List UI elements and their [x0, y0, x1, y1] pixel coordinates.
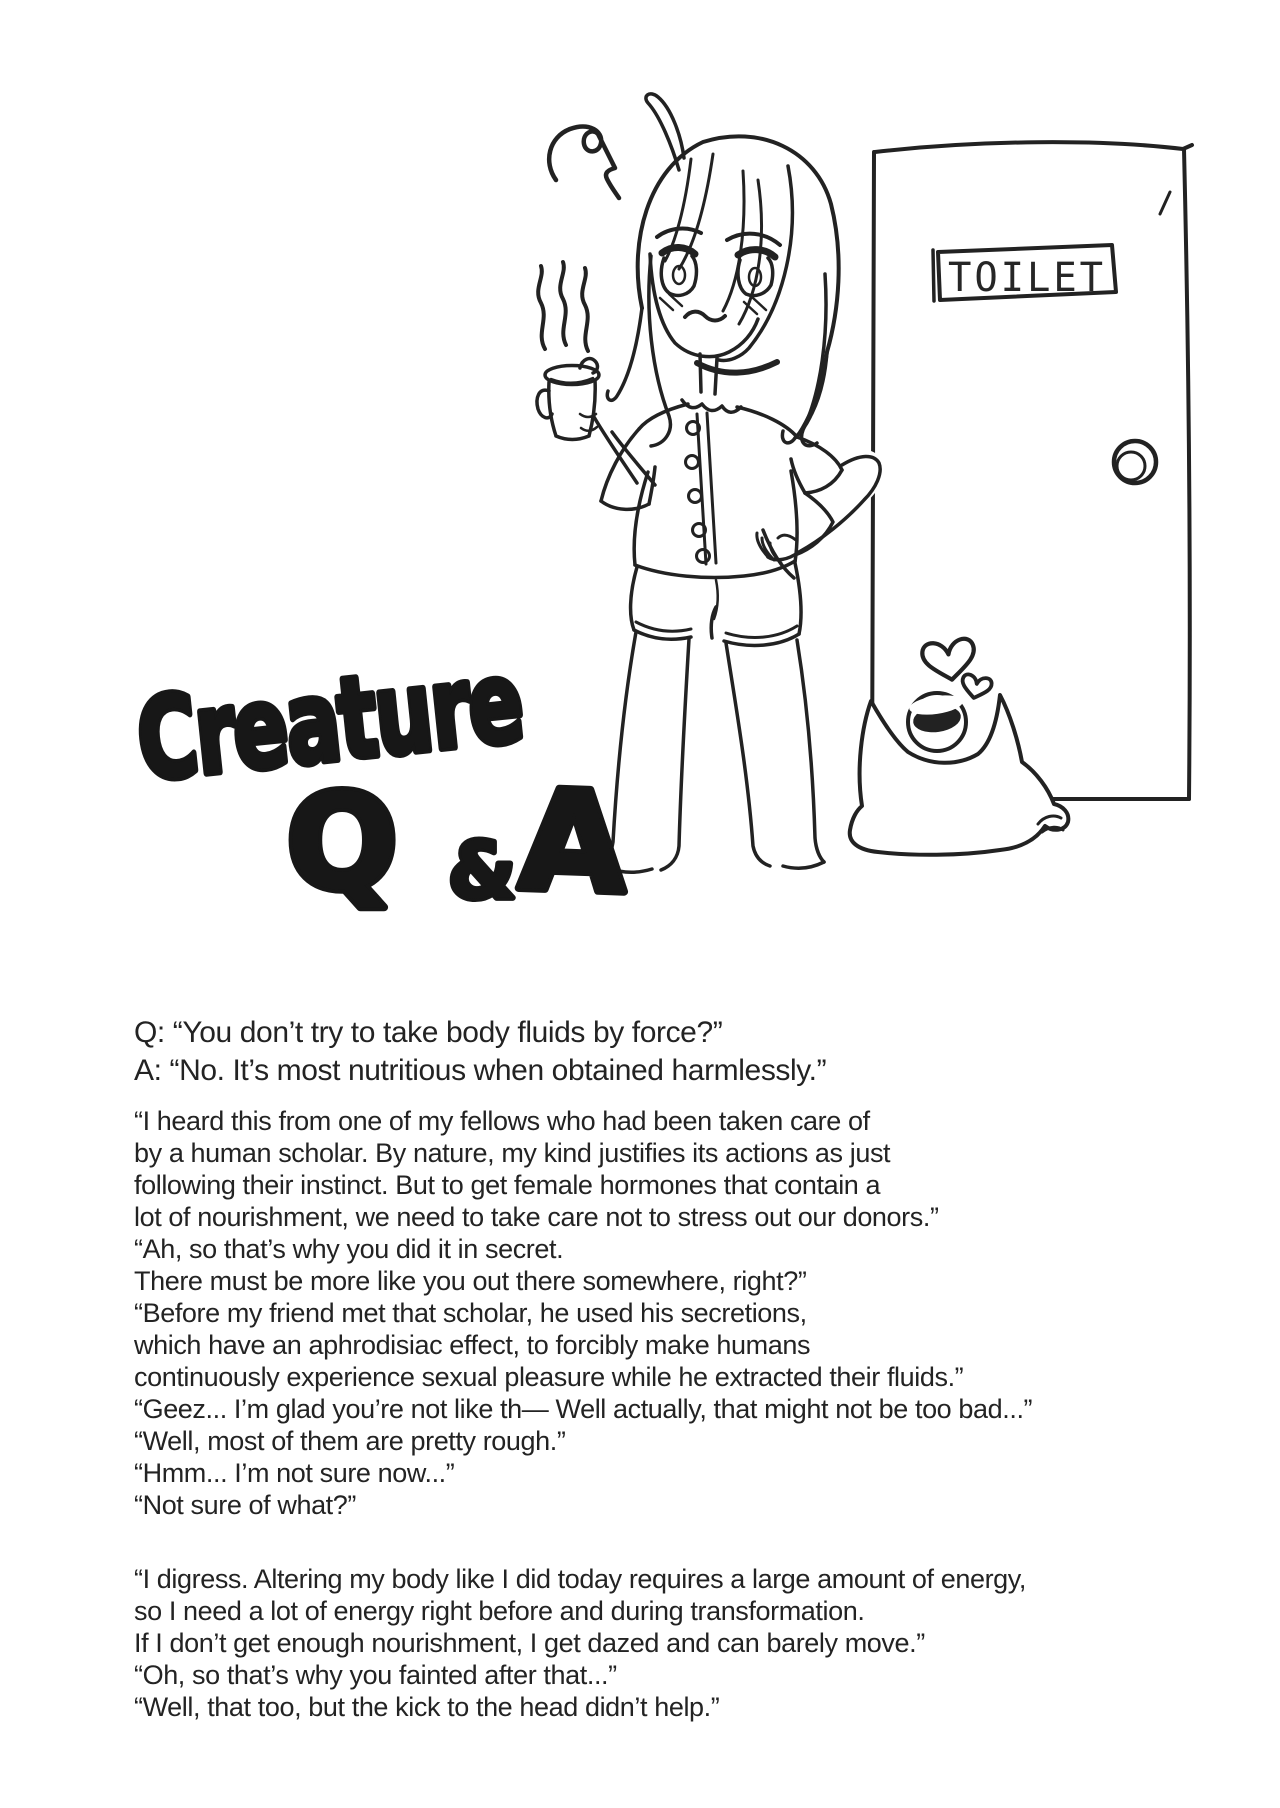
dialogue-line: “Not sure of what?”: [134, 1490, 356, 1520]
dialogue-line: “I heard this from one of my fellows who had been taken care of: [134, 1106, 870, 1136]
button-placket: [697, 413, 716, 564]
girl-face: [650, 228, 780, 372]
door-accent-stroke: [1160, 192, 1170, 214]
right-eyebrow: [727, 234, 780, 245]
dialogue-line: “Well, most of them are pretty rough.”: [134, 1426, 566, 1456]
dialogue-line: following their instinct. But to get female hormones that contain a: [134, 1170, 881, 1200]
heart-icon-small: [959, 673, 992, 701]
dialogue-line: continuously experience sexual pleasure while he extracted their fluids.”: [134, 1362, 964, 1392]
legs-and-feet: [608, 632, 824, 872]
dialogue-line: which have an aphrodisiac effect, to forcibly make humans: [134, 1330, 811, 1360]
girl-hair: [607, 94, 838, 446]
dialogue-line: so I need a lot of energy right before and during transformation.: [134, 1596, 865, 1626]
dialogue-line: There must be more like you out there somewhere, right?”: [134, 1266, 807, 1296]
dialogue-line: “Well, that too, but the kick to the head didn’t help.”: [134, 1692, 720, 1722]
steam-icon: [538, 266, 545, 349]
toilet-sign-label: TOILET: [948, 255, 1106, 301]
dialogue-line: “Ah, so that’s why you did it in secret.: [134, 1234, 564, 1264]
door-right-edge: [1184, 149, 1190, 799]
dialogue-line: by a human scholar. By nature, my kind justifies its actions as just: [134, 1138, 891, 1168]
door-knob: [1114, 441, 1156, 483]
left-eyelid: [662, 247, 695, 254]
toilet-sign: [933, 245, 1116, 301]
dialogue-line: “Before my friend met that scholar, he used his secretions,: [134, 1298, 807, 1328]
page-title: [131, 619, 677, 925]
collar-frill: [682, 400, 741, 412]
girl-in-pajamas: [537, 94, 886, 872]
dialogue-paragraph-2: [134, 1499, 1026, 1723]
title-creature: Creature: [131, 619, 677, 807]
dialogue-line: “Oh, so that’s why you fainted after that...”: [134, 1660, 617, 1690]
dialogue-line: lot of nourishment, we need to take care not to stress out our donors.”: [134, 1202, 939, 1232]
qa-header-line: A: “No. It’s most nutritious when obtained harmlessly.”: [134, 1053, 827, 1087]
right-blush-marks: [744, 298, 766, 314]
jaw-shadow: [697, 362, 777, 373]
dialogue-line: “Geez... I’m glad you’re not like th— Well actually, that might not be too bad...”: [134, 1394, 1033, 1424]
qa-header-line: Q: “You don’t try to take body fluids by force?”: [134, 1016, 723, 1049]
left-eye: [661, 256, 696, 295]
steam-icon: [582, 268, 588, 351]
pajama-shorts: [631, 563, 802, 645]
door-top-edge: [875, 142, 1192, 152]
title-a: A: [516, 760, 627, 925]
dialogue-line: If I don’t get enough nourishment, I get dazed and can barely move.”: [134, 1628, 925, 1658]
dialogue-paragraph-1: [134, 1041, 1032, 1521]
toilet-sign-accent: [933, 250, 934, 301]
dialogue-line: “Hmm... I’m not sure now...”: [134, 1458, 455, 1488]
steam-icon: [560, 262, 566, 345]
arm-with-cup: [537, 262, 655, 485]
dialogue-line: “I digress. Altering my body like I did today requires a large amount of energy,: [134, 1564, 1026, 1594]
right-eyelid: [738, 250, 775, 257]
title-q: Q: [286, 766, 396, 920]
wavy-mouth: [685, 312, 725, 321]
annoyance-squiggle-icon: [549, 127, 619, 198]
happy-blob-creature: [850, 638, 1069, 855]
title-ampersand: &: [448, 827, 514, 917]
